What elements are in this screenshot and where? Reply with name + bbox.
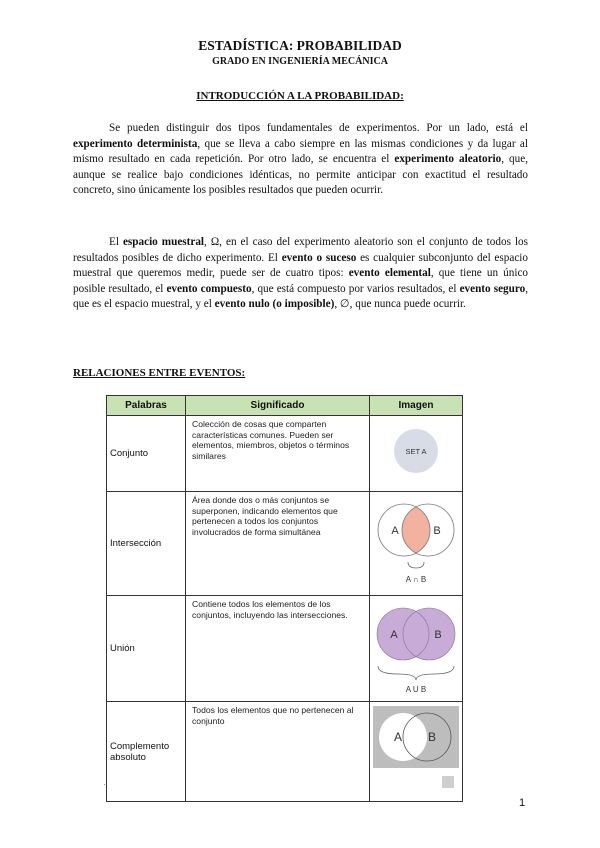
section-heading-intro: INTRODUCCIÓN A LA PROBABILIDAD: [196,90,404,102]
document-subtitle: GRADO EN INGENIERÍA MECÁNICA [212,56,388,67]
term-cell: Complemento absoluto [107,702,186,802]
table-header-row [107,396,463,416]
brace-icon [378,666,454,680]
caption: A U B [405,685,427,694]
page-number: 1 [519,797,526,809]
paragraph-sample-space: El espacio muestral, Ω, en el caso del experimento aleatorio son el conjunto de todos los resultados posibles de dicho experimento. El evento o suceso es cualquier subconjunto del espacio muestral que queremos medir, puede ser de cuatro tipos: evento elemental, que tiene un único posible resultado, el evento compuesto, que está compuesto por varios resultados, el evento seguro, que es el espacio muestral, y el evento nulo (o imposible), ∅, que nunca puede ocurrir. [73,236,529,311]
label-b: B [433,525,441,537]
union-diagram [370,596,462,696]
label-b: B [434,629,442,641]
term-cell: Unión [107,596,186,702]
footer-mark: · [103,780,106,789]
table-row [107,492,463,596]
label-a: A [390,629,398,641]
complement-diagram [370,702,462,796]
brace-icon [408,562,424,568]
term-cell: Intersección [107,492,186,596]
set-diagram [370,416,462,486]
table-row [107,416,463,492]
legend-swatch [442,776,454,788]
document-title: ESTADÍSTICA: PROBABILIDAD [198,38,402,53]
label-b: B [427,730,437,744]
term-cell: Conjunto [107,416,186,492]
label-a: A [391,525,399,537]
meaning-cell: Contiene todos los elementos de los conjuntos, incluyendo las intersecciones. [186,596,370,702]
column-header-image: Imagen [370,396,463,416]
intersection-diagram [370,492,462,590]
table-row [107,702,463,802]
meaning-cell: Área donde dos o más conjuntos se superponen, indicando elementos que pertenecen a todos los conjuntos involucrados de forma simultánea [186,492,370,596]
meaning-cell: Colección de cosas que comparten características comunes. Pueden ser elementos, miembros, objetos o términos similares [186,416,370,492]
relations-table [106,395,463,802]
image-cell [370,702,463,802]
column-header-words: Palabras [107,396,186,416]
table-row [107,596,463,702]
image-cell [370,596,463,702]
set-label: SET A [405,447,427,456]
paragraph-experiments: Se pueden distinguir dos tipos fundamentales de experimentos. Por un lado, está el experimento determinista, que se lleva a cabo siempre en las mismas condiciones y da lugar al mismo resultado en cada repetición. Por otro lado, se encuentra el experimento aleatorio, que, aunque se realice bajo condiciones idénticas, no permite anticipar con exactitud el resultado concreto, sino únicamente los posibles resultados que pueden ocurrir. [73,122,528,197]
section-heading-relations: RELACIONES ENTRE EVENTOS: [73,367,246,379]
meaning-cell: Todos los elementos que no pertenecen al conjunto [186,702,370,802]
image-cell [370,492,463,596]
column-header-meaning: Significado [186,396,370,416]
label-a: A [393,730,403,744]
image-cell [370,416,463,492]
caption: A ∩ B [405,575,427,584]
